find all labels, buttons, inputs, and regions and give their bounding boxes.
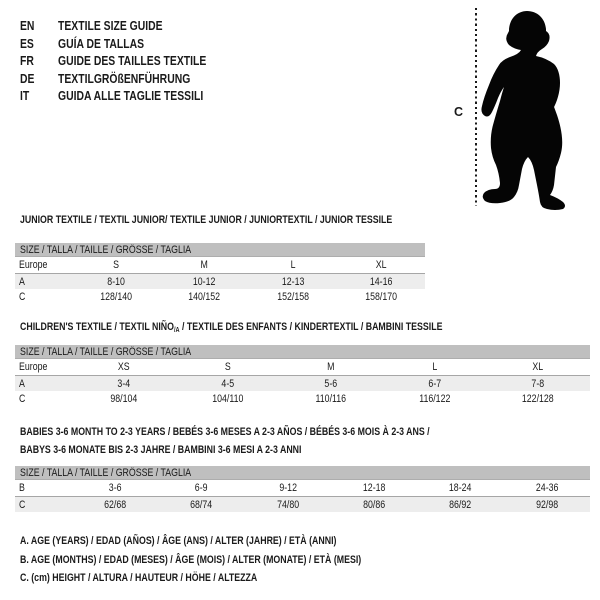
- children-table-title: [20, 321, 442, 334]
- table-row-height: [15, 496, 590, 512]
- babies-size-table: [15, 466, 590, 512]
- height-cell: 140/152: [188, 291, 221, 303]
- language-code-en: EN: [20, 18, 35, 33]
- height-cell: 122/128: [522, 393, 555, 405]
- guide-title-column: [58, 17, 243, 105]
- row-label: B: [19, 482, 25, 494]
- size-cell: XL: [532, 361, 544, 373]
- age-cell: 10-12: [193, 275, 216, 288]
- height-cell: 110/116: [315, 393, 347, 405]
- babies-table-title: [20, 424, 532, 459]
- age-cell: 9-12: [279, 482, 297, 494]
- children-size-table: [15, 345, 590, 407]
- height-cell: 80/86: [363, 498, 386, 511]
- babies-title-line2: BABYS 3-6 MONATE BIS 2-3 JAHRE / BAMBINI 3-6 MESI A 2-3 ANNI: [20, 443, 302, 456]
- height-cell: 74/80: [276, 498, 299, 511]
- children-title-subscript: /A: [173, 327, 180, 334]
- age-cell: 7-8: [531, 377, 545, 390]
- junior-table-title: [20, 214, 392, 226]
- table-row-age: [15, 375, 590, 391]
- age-cell: 3-4: [117, 377, 131, 390]
- row-label: Europe: [19, 259, 48, 271]
- guide-title-en: TEXTILE SIZE GUIDE: [58, 18, 163, 33]
- age-cell: 14-16: [369, 275, 393, 288]
- size-cell: S: [113, 259, 120, 271]
- legend-footnotes: [20, 532, 447, 588]
- toddler-silhouette-icon: [450, 5, 590, 215]
- height-cell: 92/98: [535, 498, 558, 511]
- table-row-age-months: [15, 480, 590, 496]
- size-header-label: SIZE / TALLA / TAILLE / GRÖSSE / TAGLIA: [20, 345, 192, 358]
- language-code-de: DE: [20, 70, 35, 86]
- size-cell: M: [327, 361, 335, 373]
- size-cell: S: [224, 361, 231, 373]
- age-cell: 12-18: [362, 482, 386, 494]
- height-cell: 68/74: [190, 498, 213, 511]
- height-measure-label: C: [454, 105, 464, 119]
- junior-size-table: [15, 243, 425, 305]
- height-cell: 128/140: [100, 291, 133, 303]
- height-cell: 104/110: [211, 393, 243, 405]
- size-cell: XS: [117, 361, 130, 373]
- height-cell: 116/122: [418, 393, 451, 405]
- guide-title-fr: GUIDE DES TAILLES TEXTILE: [58, 53, 207, 68]
- age-cell: 4-5: [221, 377, 234, 390]
- height-cell: 152/158: [276, 291, 309, 303]
- language-code-fr: FR: [20, 53, 34, 68]
- language-code-es: ES: [20, 35, 34, 51]
- guide-title-de: TEXTILGRÖßENFÜHRUNG: [58, 70, 191, 86]
- table-row-age: [15, 273, 425, 289]
- junior-table-title-text: JUNIOR TEXTILE / TEXTIL JUNIOR/ TEXTILE JUNIOR / JUNIORTEXTIL / JUNIOR TESSILE: [20, 214, 393, 226]
- row-label: C: [19, 291, 26, 303]
- size-header-row: [15, 345, 590, 359]
- size-header-row: [15, 466, 590, 480]
- language-code-column: [20, 17, 38, 105]
- size-cell: L: [432, 361, 438, 373]
- table-row-height: [15, 391, 590, 407]
- language-code-it: IT: [20, 88, 30, 103]
- age-cell: 18-24: [449, 482, 472, 494]
- size-cell: M: [200, 259, 209, 271]
- size-cell: XL: [375, 259, 387, 271]
- age-cell: 8-10: [107, 275, 125, 288]
- footnote-age-months: B. AGE (MONTHS) / EDAD (MESES) / ÂGE (MOIS) / ALTER (MONATE) / ETÀ (MESI): [20, 553, 362, 566]
- age-cell: 6-7: [428, 377, 441, 390]
- age-cell: 6-9: [195, 482, 208, 494]
- height-cell: 98/104: [110, 393, 138, 405]
- age-cell: 24-36: [535, 482, 559, 494]
- size-header-label: SIZE / TALLA / TAILLE / GRÖSSE / TAGLIA: [20, 243, 192, 256]
- babies-title-line1: BABIES 3-6 MONTH TO 2-3 YEARS / BEBÉS 3-6 MESES A 2-3 AÑOS / BÉBÉS 3-6 MOIS À 2-3 ANS /: [20, 426, 430, 438]
- row-label: Europe: [19, 361, 48, 373]
- height-cell: 86/92: [449, 498, 472, 511]
- row-label: C: [19, 393, 26, 405]
- table-row-height: [15, 289, 425, 305]
- size-cell: L: [290, 259, 296, 271]
- table-row-europe: [15, 359, 590, 375]
- age-cell: 12-13: [281, 275, 304, 288]
- height-cell: 62/68: [104, 498, 127, 511]
- size-header-label: SIZE / TALLA / TAILLE / GRÖSSE / TAGLIA: [20, 466, 192, 479]
- height-cell: 158/170: [364, 291, 397, 303]
- footnote-height: C. (cm) HEIGHT / ALTURA / HAUTEUR / HÖHE / ALTEZZA: [20, 572, 258, 584]
- age-cell: 5-6: [324, 377, 338, 390]
- children-title-suffix: / TEXTILE DES ENFANTS / KINDERTEXTIL / BAMBINI TESSILE: [179, 321, 443, 333]
- table-row-europe: [15, 257, 425, 273]
- guide-title-es: GUÍA DE TALLAS: [58, 35, 145, 51]
- row-label: A: [19, 377, 25, 390]
- row-label: C: [19, 498, 26, 511]
- children-title-prefix: CHILDREN'S TEXTILE / TEXTIL NIÑO: [20, 321, 174, 333]
- guide-title-it: GUIDA ALLE TAGLIE TESSILI: [58, 88, 204, 103]
- footnote-age-years: A. AGE (YEARS) / EDAD (AÑOS) / ÂGE (ANS) / ALTER (JAHRE) / ETÀ (ANNI): [20, 535, 337, 547]
- age-cell: 3-6: [108, 482, 122, 494]
- size-header-row: [15, 243, 425, 257]
- row-label: A: [19, 275, 25, 288]
